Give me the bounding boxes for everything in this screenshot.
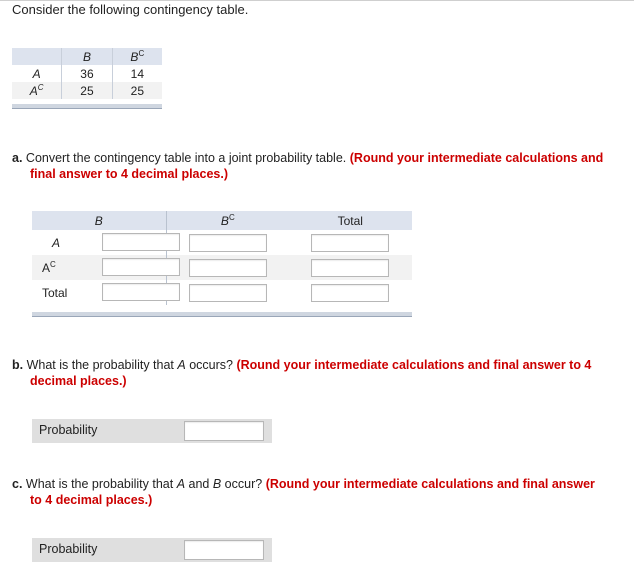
col-header-bc: $B^C$ <box>166 211 289 230</box>
col-header-bc: $B^C$ <box>130 48 145 64</box>
contingency-header-row <box>12 48 162 65</box>
col-header-b: B <box>32 211 166 230</box>
question-b: b. What is the probability that A occurs? (Round your intermediate calculations and final answer to 4 decimal places.) <box>12 358 592 388</box>
row-label-a: A <box>52 236 61 250</box>
joint-probability-table <box>32 211 412 305</box>
table-row <box>12 82 162 99</box>
table-row <box>32 255 412 280</box>
joint-ac-b-input[interactable] <box>102 258 180 276</box>
joint-a-total-input[interactable] <box>311 234 389 252</box>
table-row <box>12 65 162 82</box>
probability-c-input[interactable] <box>184 540 264 560</box>
cell-value: 25 <box>62 82 112 99</box>
table-row <box>32 280 412 305</box>
contingency-table <box>12 48 162 99</box>
table-row <box>32 230 412 255</box>
question-a: a. Convert the contingency table into a joint probability table. (Round your intermediate calculations and final answer to 4 decimal places.) <box>12 151 604 181</box>
cell-value: 36 <box>62 65 112 82</box>
probability-b-input[interactable] <box>184 421 264 441</box>
cell-value: 25 <box>130 83 144 98</box>
probability-answer-b <box>32 419 272 443</box>
joint-ac-bc-input[interactable] <box>189 259 267 277</box>
row-label-ac: $A^C$ <box>42 260 56 275</box>
row-label-total: Total <box>42 286 68 300</box>
joint-total-total-input[interactable] <box>311 284 389 302</box>
joint-header-row <box>32 211 412 230</box>
top-divider <box>0 0 634 1</box>
probability-label: Probability <box>39 542 98 556</box>
row-label-a: A <box>32 66 41 81</box>
table-bottom-bar <box>12 104 162 109</box>
joint-total-b-input[interactable] <box>102 283 180 301</box>
intro-text: Consider the following contingency table. <box>12 2 249 17</box>
joint-total-bc-input[interactable] <box>189 284 267 302</box>
joint-a-b-input[interactable] <box>102 233 180 251</box>
question-c: c. What is the probability that A and B occur? (Round your intermediate calculations and final answer to 4 decimal places.) <box>12 477 595 507</box>
cell-value: 14 <box>130 66 144 81</box>
col-header-b: B <box>62 48 112 65</box>
col-header-total: Total <box>289 211 411 230</box>
probability-label: Probability <box>39 423 98 437</box>
row-label-ac: $A^C$ <box>29 82 44 98</box>
joint-a-bc-input[interactable] <box>189 234 267 252</box>
joint-ac-total-input[interactable] <box>311 259 389 277</box>
table-bottom-bar <box>32 312 412 317</box>
probability-answer-c <box>32 538 272 562</box>
